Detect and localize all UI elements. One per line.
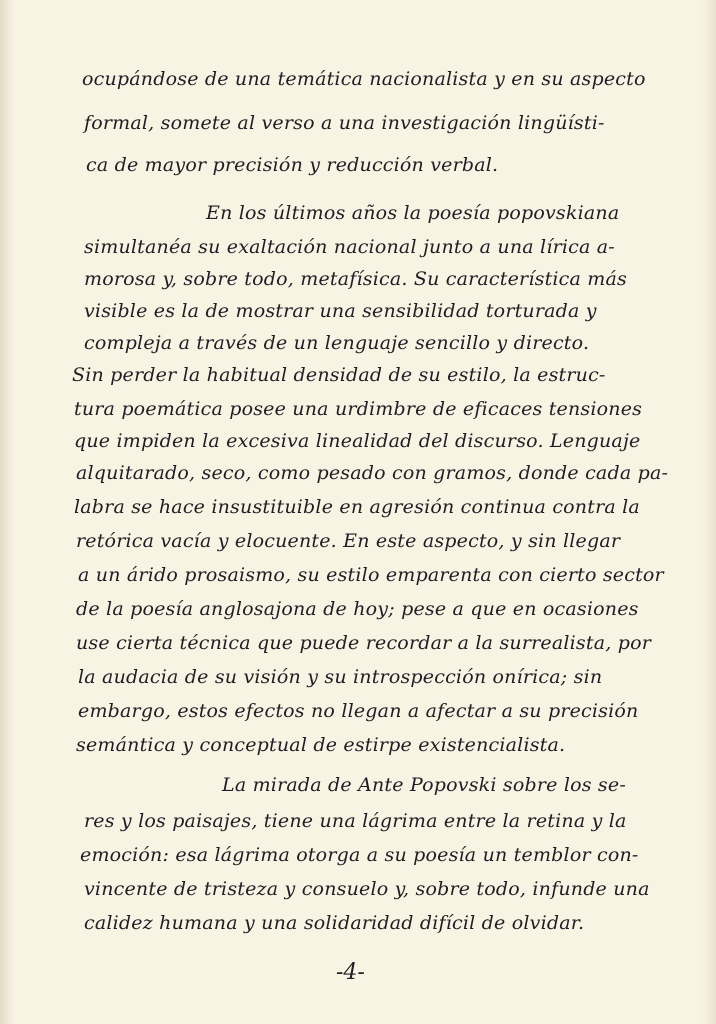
text-line-9: Sin perder la habitual densidad de su estilo, la estruc- [72,364,606,386]
text-line-6: morosa y, sobre todo, metafísica. Su característica más [84,268,627,290]
text-line-16: de la poesía anglosajona de hoy; pese a que en ocasiones [76,598,639,620]
text-line-15: a un árido prosaismo, su estilo emparenta con cierto sector [78,564,664,586]
text-line-20: semántica y conceptual de estirpe existencialista. [76,734,566,756]
text-line-24: vincente de tristeza y consuelo y, sobre todo, infunde una [84,878,650,900]
text-line-13: labra se hace insustituible en agresión continua contra la [74,496,640,518]
text-line-11: que impiden la excesiva linealidad del discurso. Lenguaje [74,430,641,452]
text-line-17: use cierta técnica que puede recordar a la surrealista, por [76,632,651,654]
text-line-10: tura poemática posee una urdimbre de eficaces tensiones [74,398,643,420]
text-line-1: ocupándose de una temática nacionalista y en su aspecto [82,68,646,90]
text-line-12: alquitarado, seco, como pesado con gramos, donde cada pa- [76,462,669,484]
page-right-shadow [702,0,716,1024]
text-line-3: ca de mayor precisión y reducción verbal. [86,154,499,176]
page-number: -4- [336,960,365,985]
text-line-2: formal, somete al verso a una investigación lingüísti- [84,112,605,134]
text-line-4: En los últimos años la poesía popovskiana [206,202,620,224]
text-line-18: la audacia de su visión y su introspección onírica; sin [78,666,603,688]
text-line-19: embargo, estos efectos no llegan a afectar a su precisión [78,700,639,722]
page-left-shadow [0,0,14,1024]
text-line-7: visible es la de mostrar una sensibilidad torturada y [84,300,597,322]
text-line-22: res y los paisajes, tiene una lágrima entre la retina y la [84,810,627,832]
text-line-23: emoción: esa lágrima otorga a su poesía un temblor con- [80,844,639,866]
text-line-25: calidez humana y una solidaridad difícil de olvidar. [84,912,585,934]
text-line-8: compleja a través de un lenguaje sencillo y directo. [84,332,590,354]
text-line-14: retórica vacía y elocuente. En este aspecto, y sin llegar [76,530,621,552]
text-line-5: simultanéa su exaltación nacional junto a una lírica a- [84,236,615,258]
text-line-21: La mirada de Ante Popovski sobre los se- [222,774,626,796]
